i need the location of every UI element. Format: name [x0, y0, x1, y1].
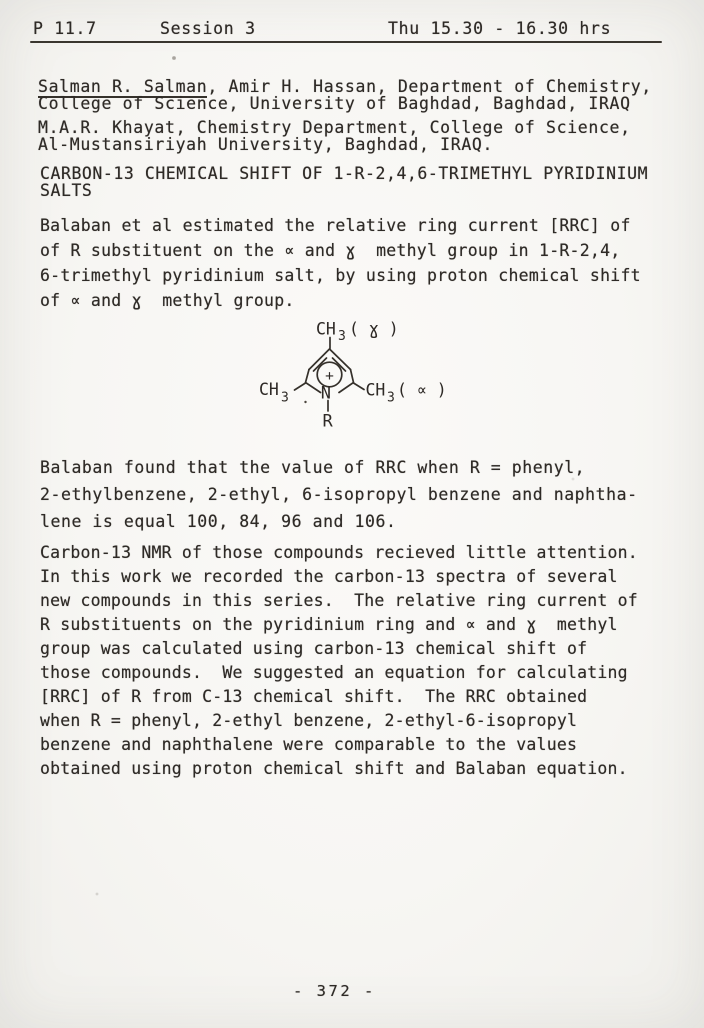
alpha-methyl-label: CH — [365, 380, 386, 400]
text-line: of ∝ and ɣ methyl group. — [40, 291, 295, 310]
title-line: SALTS — [40, 181, 93, 201]
text-line: obtained using proton chemical shift and Balaban equation. — [40, 759, 628, 778]
text-line: R substituents on the pyridinium ring and ∝ and ɣ methyl — [40, 615, 618, 634]
header-rule — [30, 41, 662, 43]
text-line: 2-ethylbenzene, 2-ethyl, 6-isopropyl benzene and naphtha- — [40, 484, 638, 504]
text-line: new compounds in this series. The relative ring current of — [40, 591, 638, 610]
text-line: [RRC] of R from C-13 chemical shift. The RRC obtained — [40, 687, 588, 706]
abstract-title — [40, 165, 648, 199]
scan-speckles — [0, 0, 2, 2]
text-line: group was calculated using carbon-13 chemical shift of — [40, 639, 588, 658]
left-methyl-subscript: 3 — [281, 390, 289, 406]
double-bond-inner — [333, 358, 346, 371]
page-number: - 372 - — [293, 982, 376, 1000]
text-line: Balaban found that the value of RRC when R = phenyl, — [40, 458, 586, 477]
paragraph-2 — [40, 455, 638, 535]
pyridinium-structure-diagram — [240, 312, 460, 436]
author-line: M.A.R. Khayat, Chemistry Department, College of Science, — [38, 118, 631, 137]
gamma-annotation: ( ɣ ) — [349, 319, 399, 339]
ink-speck — [304, 401, 306, 403]
alpha-methyl-bond — [354, 383, 365, 390]
gamma-methyl-subscript: 3 — [338, 329, 346, 344]
paragraph-1 — [40, 213, 641, 313]
alpha-methyl-subscript: 3 — [387, 390, 395, 406]
author-line-rest: , Amir H. Hassan, Department of Chemistry, — [207, 77, 652, 96]
text-line: when R = phenyl, 2-ethyl benzene, 2-ethyl-6-isopropyl — [40, 711, 578, 730]
r-substituent-label: R — [322, 411, 333, 432]
gamma-methyl-label: CH — [316, 319, 336, 339]
text-line: benzene and naphthalene were comparable to the values — [40, 735, 578, 754]
left-methyl-bond — [295, 383, 306, 390]
title-line: CARBON-13 CHEMICAL SHIFT OF 1-R-2,4,6-TRIMETHYL PYRIDINIUM — [40, 164, 649, 183]
left-methyl-label: CH — [259, 380, 279, 399]
text-line: of R substituent on the ∝ and ɣ methyl group in 1-R-2,4, — [40, 241, 621, 260]
author-name-underlined: Salman R. Salman — [38, 77, 208, 96]
text-line: 6-trimethyl pyridinium salt, by using proton chemical shift — [40, 266, 641, 285]
author-line: College of Science, University of Baghdad, Baghdad, IRAQ — [38, 93, 631, 113]
text-line: lene is equal 100, 84, 96 and 106. — [40, 511, 397, 531]
author-block-2 — [38, 120, 631, 153]
alpha-annotation: ( ∝ ) — [397, 380, 447, 400]
nitrogen-label: N — [320, 383, 332, 404]
text-line: In this work we recorded the carbon-13 spectra of several — [40, 567, 618, 586]
paragraph-3 — [40, 541, 638, 781]
session-name: Session 3 — [160, 19, 256, 38]
text-line: Balaban et al estimated the relative ring current [RRC] of — [40, 216, 631, 235]
text-line: those compounds. We suggested an equation for calculating — [40, 663, 628, 682]
author-line: Al-Mustansiriyah University, Baghdad, IRAQ. — [38, 134, 494, 154]
session-time: Thu 15.30 - 16.30 hrs — [388, 19, 612, 38]
session-code: P 11.7 — [33, 19, 97, 38]
text-line: Carbon-13 NMR of those compounds recieved little attention. — [40, 543, 638, 562]
author-block-1 — [38, 79, 652, 112]
plus-charge-label: + — [325, 368, 334, 385]
ring-bond — [309, 349, 351, 370]
